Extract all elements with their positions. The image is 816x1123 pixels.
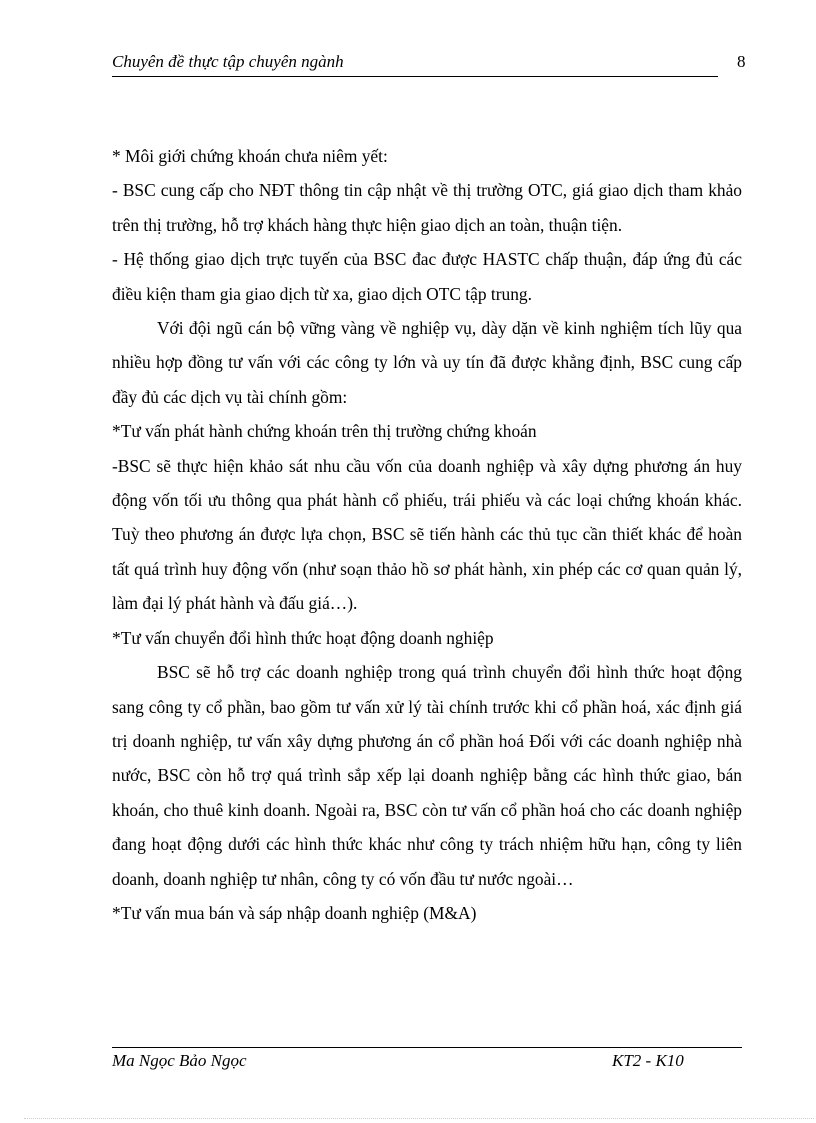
section-heading-ma-advisory: *Tư vấn mua bán và sáp nhập doanh nghiệp (M&A) <box>112 902 477 923</box>
paragraph-issuance-advisory: -BSC sẽ thực hiện khảo sát nhu cầu vốn của doanh nghiệp và xây dựng phương án huy động vốn tối ưu thông qua phát hành cổ phiếu, trái phiếu và các loại chứng khoán khác. Tuỳ theo phương án được lựa chọn, BSC sẽ tiến hành các thủ tục cần thiết khác để hoàn tất quá trình huy động vốn (như soạn thảo hồ sơ phát hành, xin phép các cơ quan quản lý, làm đại lý phát hành và đấu giá…). <box>112 455 742 614</box>
footer-divider <box>112 1047 742 1048</box>
author-name: Ma Ngọc Bảo Ngọc <box>112 1051 247 1070</box>
paragraph-otc-info: - BSC cung cấp cho NĐT thông tin cập nhật về thị trường OTC, giá giao dịch tham khảo trên thị trường, hỗ trợ khách hàng thực hiện giao dịch an toàn, thuận tiện. <box>112 180 742 235</box>
page-body <box>112 139 742 930</box>
section-heading-issuance-advisory: *Tư vấn phát hành chứng khoán trên thị trường chứng khoán <box>112 421 537 442</box>
paragraph-conversion-advisory: BSC sẽ hỗ trợ các doanh nghiệp trong quá trình chuyển đổi hình thức hoạt động sang công ty cổ phần, bao gồm tư vấn xử lý tài chính trước khi cổ phần hoá, xác định giá trị doanh nghiệp, tư vấn xây dựng phương án cổ phần hoá Đối với các doanh nghiệp nhà nước, BSC còn hỗ trợ quá trình sắp xếp lại doanh nghiệp bằng các hình thức giao, bán khoán, cho thuê kinh doanh. Ngoài ra, BSC còn tư vấn cổ phần hoá cho các doanh nghiệp đang hoạt động dưới các hình thức khác như công ty trách nhiệm hữu hạn, công ty liên doanh, doanh nghiệp tư nhân, công ty có vốn đầu tư nước ngoài… <box>112 662 742 889</box>
page-number: 8 <box>737 52 746 71</box>
paragraph-online-trading: - Hệ thống giao dịch trực tuyến của BSC đac được HASTC chấp thuận, đáp ứng đủ các điều kiện tham gia giao dịch từ xa, giao dịch OTC tập trung. <box>112 249 742 304</box>
page-edge <box>24 1118 814 1119</box>
class-code: KT2 - K10 <box>612 1051 684 1070</box>
paragraph-services-intro: Với đội ngũ cán bộ vững vàng về nghiệp vụ, dày dặn về kinh nghiệm tích lũy qua nhiều hợp đồng tư vấn với các công ty lớn và uy tín đã được khẳng định, BSC cung cấp đầy đủ các dịch vụ tài chính gồm: <box>112 318 742 407</box>
section-heading-conversion-advisory: *Tư vấn chuyển đổi hình thức hoạt động doanh nghiệp <box>112 627 494 648</box>
document-title: Chuyên đề thực tập chuyên ngành <box>112 52 344 71</box>
section-heading-unlisted-brokerage: * Môi giới chứng khoán chưa niêm yết: <box>112 146 388 166</box>
header-divider <box>112 76 718 77</box>
